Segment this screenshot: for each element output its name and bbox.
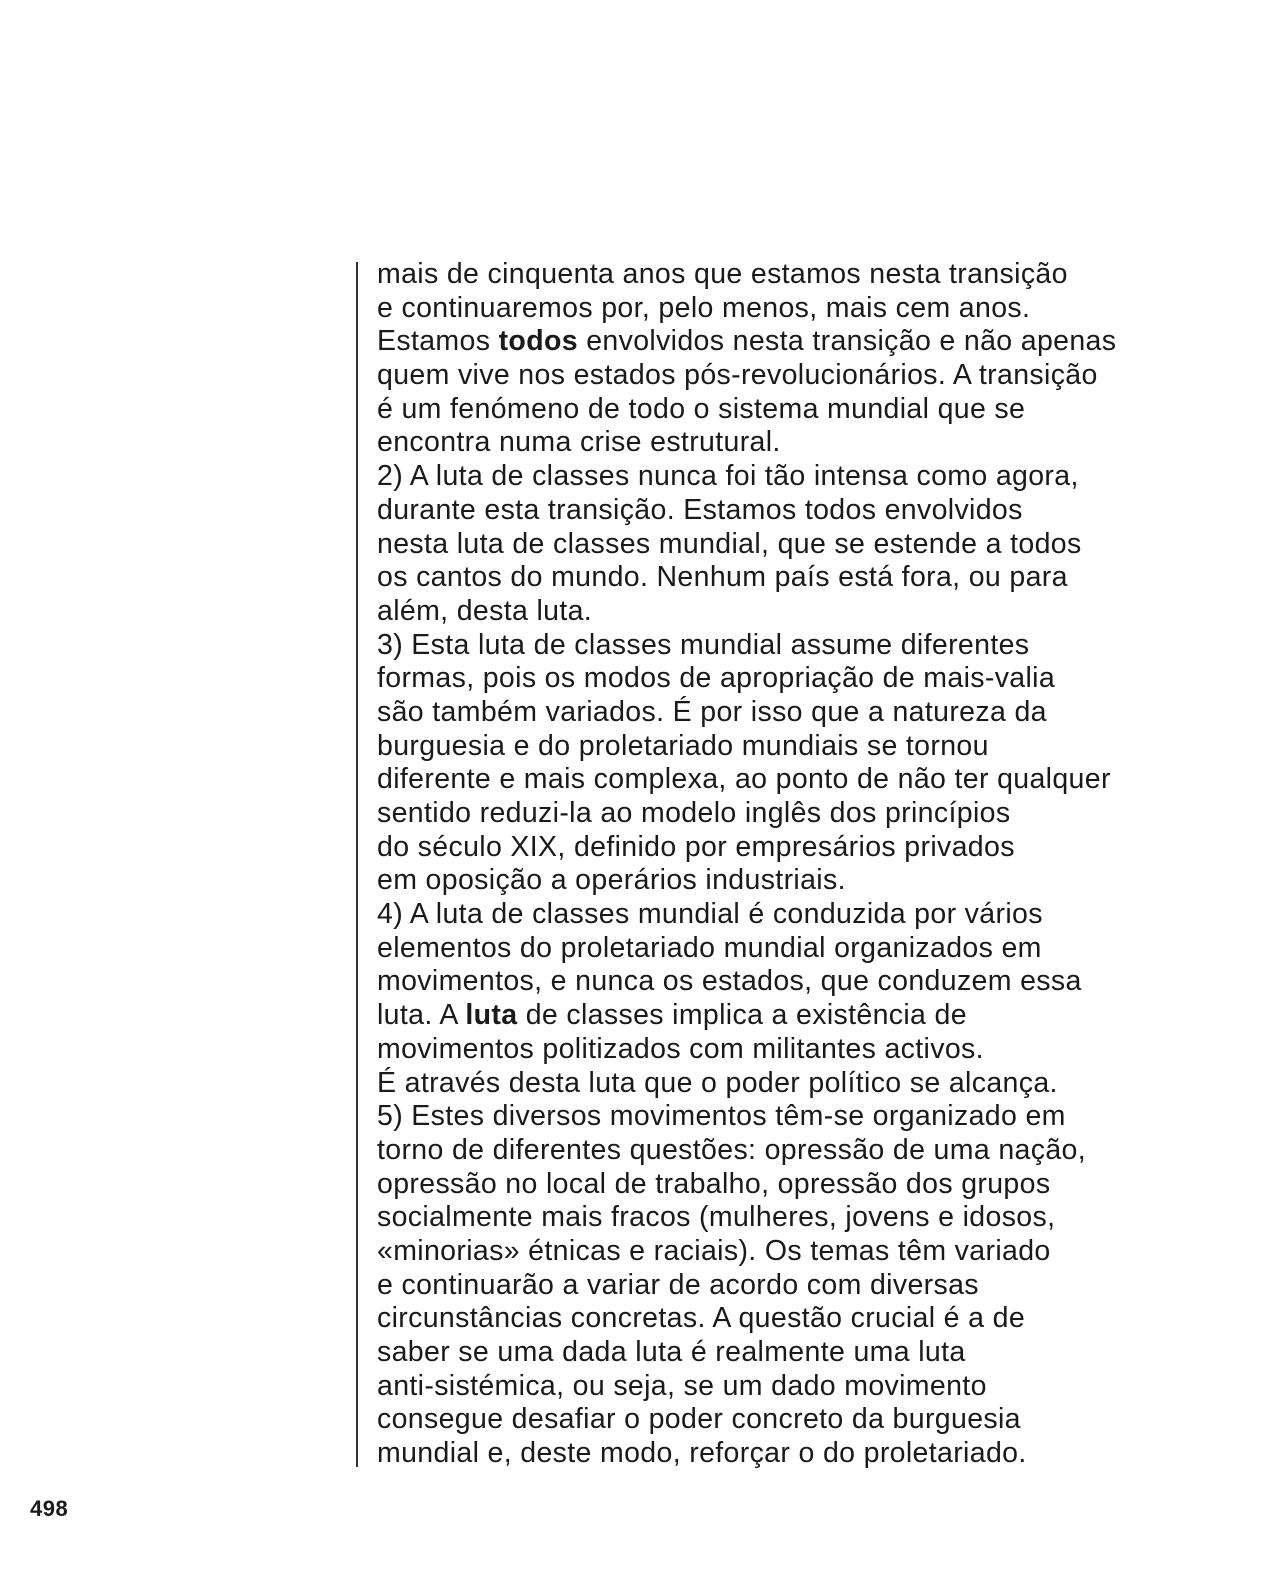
text-line: burguesia e do proletariado mundiais se tornou bbox=[377, 729, 989, 762]
page-number: 498 bbox=[30, 1496, 69, 1521]
text-line: 3) Esta luta de classes mundial assume diferentes bbox=[377, 628, 1030, 661]
text-line: durante esta transição. Estamos todos envolvidos bbox=[377, 493, 1023, 526]
text-line: em oposição a operários industriais. bbox=[377, 864, 846, 897]
text-line: e continuaremos por, pelo menos, mais cem anos. bbox=[377, 291, 1031, 324]
text-line: 2) A luta de classes nunca foi tão intensa como agora, bbox=[377, 460, 1079, 493]
bold-word: luta bbox=[465, 999, 518, 1032]
text-line: movimentos, e nunca os estados, que conduzem essa bbox=[377, 965, 1082, 998]
text-line bbox=[377, 325, 1257, 359]
text-line: elementos do proletariado mundial organizados em bbox=[377, 931, 1042, 964]
text-line: É através desta luta que o poder político se alcança. bbox=[377, 1066, 1058, 1099]
text-line: diferente e mais complexa, ao ponto de não ter qualquer bbox=[377, 763, 1111, 796]
text-line: anti-sistémica, ou seja, se um dado movimento bbox=[377, 1369, 987, 1402]
text-line: do século XIX, definido por empresários privados bbox=[377, 830, 1015, 863]
text-line: mundial e, deste modo, reforçar o do proletariado. bbox=[377, 1437, 1027, 1470]
text-line: encontra numa crise estrutural. bbox=[377, 426, 781, 459]
text-line: 4) A luta de classes mundial é conduzida por vários bbox=[377, 898, 1043, 931]
bold-word: todos bbox=[498, 325, 578, 358]
text-segment: luta. A bbox=[377, 999, 466, 1032]
text-line: é um fenómeno de todo o sistema mundial que se bbox=[377, 392, 1026, 425]
text-line: movimentos politizados com militantes activos. bbox=[377, 1032, 984, 1065]
text-line: e continuarão a variar de acordo com diversas bbox=[377, 1268, 979, 1301]
text-line: nesta luta de classes mundial, que se estende a todos bbox=[377, 527, 1082, 560]
body-text bbox=[377, 258, 1257, 1471]
text-line: são também variados. É por isso que a natureza da bbox=[377, 695, 1047, 728]
text-line: circunstâncias concretas. A questão crucial é a de bbox=[377, 1302, 1026, 1335]
text-segment: Estamos bbox=[377, 325, 499, 358]
text-line: os cantos do mundo. Nenhum país está fora, ou para bbox=[377, 561, 1068, 594]
text-line bbox=[377, 999, 1257, 1033]
text-line: 5) Estes diversos movimentos têm-se organizado em bbox=[377, 1100, 1066, 1133]
text-line: consegue desafiar o poder concreto da burguesia bbox=[377, 1403, 1021, 1436]
text-line: opressão no local de trabalho, opressão dos grupos bbox=[377, 1167, 1051, 1200]
text-line: sentido reduzi-la ao modelo inglês dos princípios bbox=[377, 797, 1011, 829]
text-line: socialmente mais fracos (mulheres, jovens e idosos, bbox=[377, 1201, 1056, 1234]
text-segment: envolvidos nesta transição e não apenas bbox=[577, 325, 1117, 358]
text-segment: de classes implica a existência de bbox=[517, 999, 967, 1032]
text-line: torno de diferentes questões: opressão de uma nação, bbox=[377, 1133, 1086, 1166]
text-line: quem vive nos estados pós-revolucionários. A transição bbox=[377, 359, 1098, 392]
text-line: «minorias» étnicas e raciais). Os temas têm variado bbox=[377, 1234, 1051, 1267]
text-line: além, desta luta. bbox=[377, 594, 593, 627]
text-line: saber se uma dada luta é realmente uma luta bbox=[377, 1336, 966, 1368]
text-line: formas, pois os modos de apropriação de mais-valia bbox=[377, 662, 1056, 695]
margin-rule bbox=[356, 262, 358, 1467]
text-line: mais de cinquenta anos que estamos nesta transição bbox=[377, 258, 1068, 290]
